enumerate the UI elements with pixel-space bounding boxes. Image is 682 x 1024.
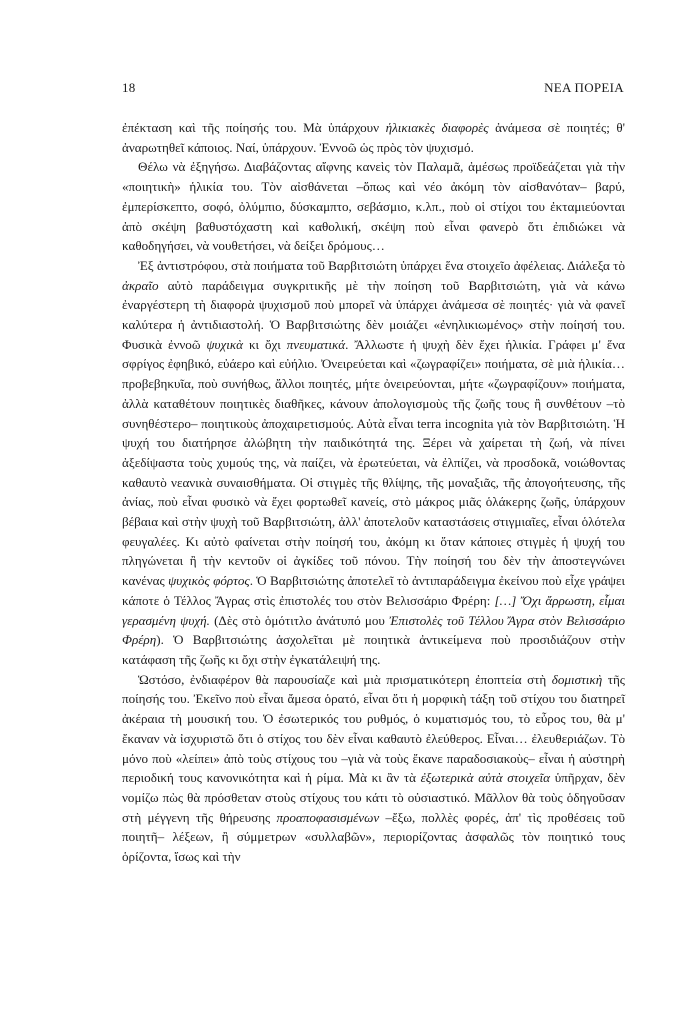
text-run: τῆς ποίησής του. Ἐκεῖνο ποὺ εἶναι ἄμεσα ὁρατό, εἶναι ὅτι ἡ μορφικὴ τάξη τοῦ στίχου του διατηρεῖ ἀκέραια τὴ μουσική του. Ὁ ἐσωτερικός του ρυθμός, ὁ κυματισμός του, τὸ εὖρος του, θὰ μ' ἔκαναν νὰ ἰσχυριστῶ ὅτι ὁ στίχος του δὲν εἶναι καθαυτὸ ἐλεύθερος. Εἶναι… ἐλευθεριάζων. Τὸ μόνο ποὺ «λείπει» ἀπὸ τοὺς στίχους του –γιὰ νὰ τοὺς ἔκανε παραδοσιακοὺς– εἶναι ἡ αὐστηρὴ περιοδική τους κανονικότητα καὶ ἡ ρίμα. Μὰ κι ἂν τὰ	[122, 671, 625, 786]
body-text	[122, 118, 625, 867]
text-run: Ὡστόσο, ἐνδιαφέρον θὰ παρουσίαζε καὶ μιὰ πρισματικότερη ἐποπτεία στὴ	[138, 671, 552, 687]
text-run: αὐτὸ παράδειγμα συγκριτικῆς μὲ τὴν ποίηση τοῦ Βαρβιτσιώτη, γιὰ νὰ κάνω ἐναργέστερη τὴ διαφορὰ ψυχισμοῦ ποὺ μπορεῖ νὰ ὑπάρχει ἀνάμεσα σὲ ποιητές· γιὰ νὰ φανεῖ καλύτερα ἡ ἀντιδιαστολή. Ὁ Βαρβιτσιώτης δὲν μοιάζει «ἐνηλικιωμένος» στὴν ποίησή του. Φυσικὰ ἐννοῶ	[122, 277, 625, 352]
running-title: ΝΕΑ ΠΟΡΕΙΑ	[544, 80, 624, 95]
text-run: –ἔξω, πολλὲς φορές, ἀπ' τὶς προθέσεις τοῦ ποιητῆ– λέξεων, ἢ σύμμετρων «συλλαβῶν», περιορίζοντας ἀσφαλῶς τὸν ποιητικό τους ὁρίζοντα, ἴσως καὶ τὴν	[122, 809, 626, 865]
italic-text: ψυχικὸς φόρτος	[168, 573, 250, 589]
italic-text: δομιστικὴ	[551, 671, 603, 687]
text-run: Ἐξ ἀντιστρόφου, στὰ ποιήματα τοῦ Βαρβιτσιώτη ὑπάρχει ἕνα στοιχεῖο ἀφέλειας. Διάλεξα τὸ	[138, 257, 625, 273]
text-run: . Ὁ Βαρβιτσιώτης ἀποτελεῖ τὸ ἀντιπαράδειγμα ἐκείνου ποὺ εἶχε γράψει κάποτε ὁ Τέλλος Ἄγρας στὶς ἐπιστολές του στὸν Βελισσάριο Φρέρη:	[122, 573, 625, 608]
text-run: Θέλω νὰ ἐξηγήσω. Διαβάζοντας αἴφνης κανεὶς τὸν Παλαμᾶ, ἀμέσως προϊδεάζεται γιὰ τὴν «ποιητικὴ» ἡλικία του. Τὸν αἰσθάνεται –ὅπως καὶ νέο ἀκόμη τὸν αἰσθανόταν– βαρύ, ἐμπερίσκεπτο, σοφό, ὀλύμπιο, δύσκαμπτο, σεβάσμιο, κ.λπ., ποὺ οἱ στίχοι του ἐκταμιεύονται ἀπὸ σκέψη βαθυστόχαστη καὶ καθολική, σκέψη ποὺ εἶναι φανερὸ ὅτι ἐπιδιώκει νὰ καθοδηγήσει, νὰ νουθετήσει, νὰ δείξει δρόμους…	[122, 159, 625, 254]
text-run: ). Ὁ Βαρβιτσιώτης ἀσχολεῖται μὲ ποιητικὰ ἀντικείμενα ποὺ προσιδιάζουν στὴν κατάφαση τῆς ζωῆς κι ὄχι στὴν ἐγκατάλειψή της.	[122, 632, 625, 667]
paragraph	[122, 118, 625, 157]
page-header	[122, 80, 624, 100]
text-run: (Δὲς στὸ ὁμότιτλο ἀνάτυπό μου	[209, 612, 390, 628]
text-run: κι ὄχι	[243, 336, 287, 352]
page-number: 18	[122, 80, 136, 95]
text-run: . Ἄλλωστε ἡ ψυχὴ δὲν ἔχει ἡλικία. Γράφει μ' ἕνα σφρίγος ἐφηβικό, εὐάερο καὶ εὐήλιο. Ὀνειρεύεται καὶ «ζωγραφίζει» ποιήματα, σὲ μιὰ ἡλικία… προβεβηκυῖα, ποὺ συνήθως, ἄλλοι ποιητές, μήτε ὀνειρεύονται, μήτε «ζωγραφίζουν» ποιήματα, ἀλλὰ καταθέτουν ποιητικὲς διαθῆκες, κάνουν ἀπολογισμοὺς τῆς ζωῆς τους ἢ συνθέτουν –τὸ συνηθέστερο– ποιητικοὺς ἀποχαιρετισμούς. Αὐτὰ εἶναι terra incognita γιὰ τὸν Βαρβιτσιώτη. Ἡ ψυχή του διατήρησε ἀλώβητη τὴν παιδικότητά της. Ξέρει νὰ χαίρεται τὴ ζωή, νὰ πίνει ἀξεδίψαστα τοὺς χυμούς της, νὰ παίζει, νὰ ἐρωτεύεται, νὰ ἐλπίζει, νὰ προσδοκᾶ, νοιώθοντας καθαυτὸ νεανικὰ συναισθήματα. Οἱ στιγμὲς τῆς θλίψης, τῆς μοναξιᾶς, τῆς ἀπογοήτευσης, τῆς ἀνίας, ποὺ εἶναι φυσικὸ νὰ ἔχει φορτωθεῖ κανείς, στὸ μάκρος μιᾶς ὁλάκερης ζωῆς, ὑπάρχουν βέβαια καὶ στὴν ψυχὴ τοῦ Βαρβιτσιώτη, ἀλλ' ἀποτελοῦν καταστάσεις στιγμιαῖες, εἶναι ὁλότελα φευγαλέες. Κι αὐτὸ φαίνεται στὴν ποίησή του, ἀκόμη κι ὅταν κάποιες στιγμὲς ἡ ψυχή του πληγώνεται ἢ τὴν κεντοῦν οἱ ἀγκίδες τοῦ πόνου. Τὴν ποίησή του δὲν τὴν ἀποστεγνώνει κανένας	[122, 336, 625, 589]
italic-text: […] Ὄχι ἄρρωστη, εἶμαι γερασμένη ψυχή.	[122, 592, 625, 628]
paragraph	[122, 157, 625, 256]
italic-text: πνευματικά	[286, 336, 346, 352]
text-run: ἐπέκταση καὶ τῆς ποίησής του. Μὰ ὑπάρχουν	[122, 120, 386, 135]
italic-text: ἐξωτερικὰ αὐτὰ στοιχεῖα	[420, 770, 551, 786]
paragraph	[122, 256, 625, 670]
italic-text: ἡλικιακὲς διαφορὲς	[385, 120, 489, 135]
text-run: ὑπῆρχαν, δὲν νομίζω πὼς θὰ πρόσθεταν στοὺς στίχους του κάτι τὸ οὐσιαστικό. Μᾶλλον θὰ τοὺς ὁδηγοῦσαν στὴ μέγγενη τῆς θήρευσης	[122, 770, 625, 825]
text-run: ἀνάμεσα σὲ ποιητές; θ' ἀναρωτηθεῖ κάποιος. Ναί, ὑπάρχουν. Ἐννοῶ ὡς πρὸς τὸν ψυχισμό.	[122, 120, 625, 155]
italic-text: ἀκραῖο	[122, 277, 159, 293]
italic-text: προαποφασισμένων	[276, 809, 380, 825]
paragraph	[122, 670, 625, 867]
italic-text: ψυχικὰ	[206, 336, 244, 352]
italic-text: Ἐπιστολὲς τοῦ Τέλλου Ἄγρα στὸν Βελισσάριο Φρέρη	[122, 612, 625, 648]
